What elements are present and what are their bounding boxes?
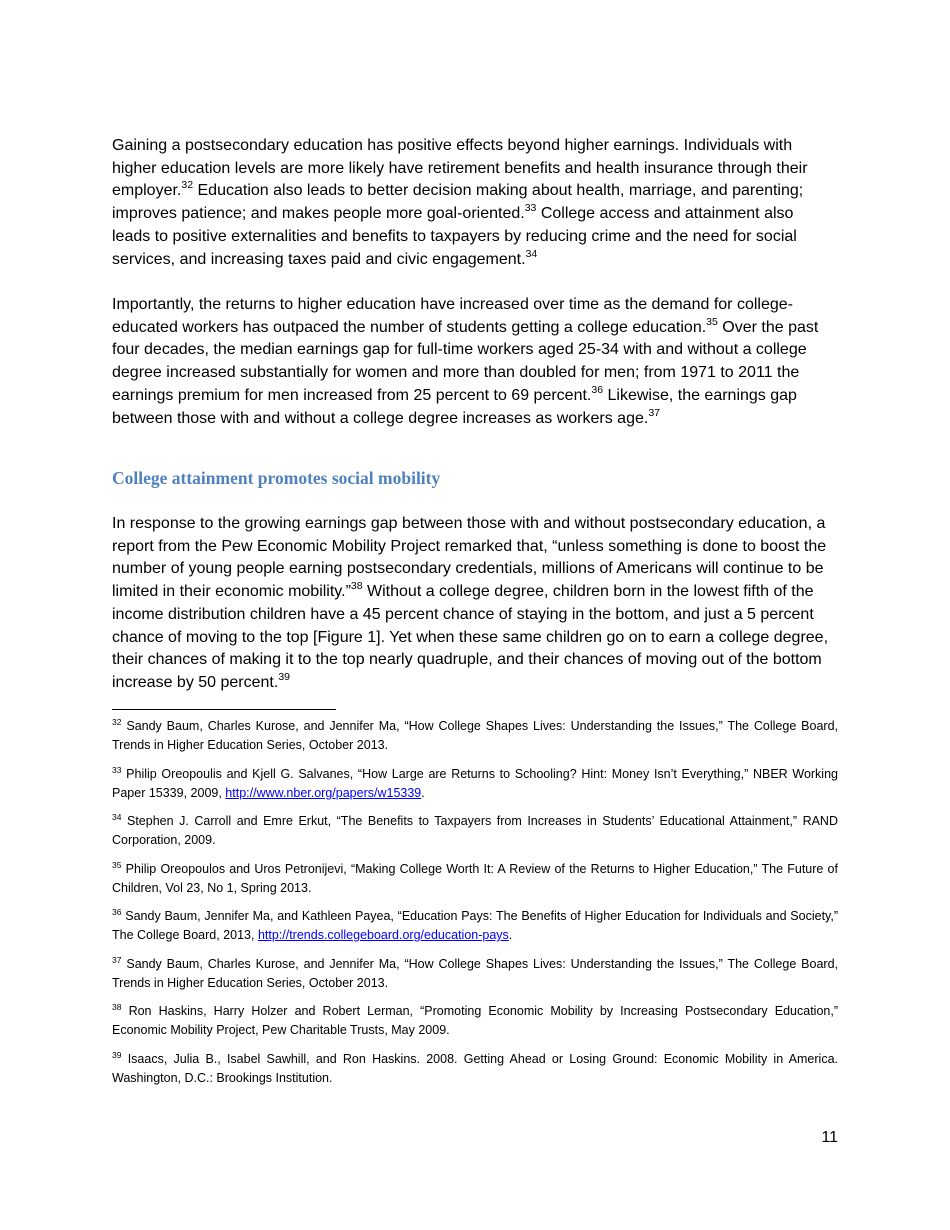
footnote-reference: 39 [278,670,291,683]
paragraph-text: Over the past four decades, the median earnings gap for full-time workers aged 25-34 with and without a college degree increased substantially for women and more than doubled for men; from 1971 to 2011 the earnings premium for men increased from 25 percent to 69 percent. [112,318,819,404]
footnote [112,907,838,945]
footnote-text: Ron Haskins, Harry Holzer and Robert Lerman, “Promoting Economic Mobility by Increasing Postsecondary Education,” Economic Mobility Project, Pew Charitable Trusts, May 2009. [112,1004,838,1037]
footnotes [112,717,838,1097]
footnote-number: 36 [112,907,122,917]
footnote-link[interactable]: http://www.nber.org/papers/w15339 [225,785,422,800]
footnote-number: 37 [112,954,122,965]
footnote [112,860,838,898]
footnote-text-end: . [421,785,425,800]
footnote-number: 34 [112,812,122,822]
footnote-reference: 33 [524,202,537,215]
footnote-reference: 35 [706,315,718,328]
footnote-reference: 36 [591,383,604,396]
footnote-text: Sandy Baum, Jennifer Ma, and Kathleen Payea, “Education Pays: The Benefits of Higher Education for Individuals and Society,” The College Board, 2013, [112,909,838,942]
footnote-text-end: . [508,928,513,942]
footnote-reference: 32 [181,179,194,192]
footnote [112,955,838,993]
paragraph-text: Likewise, the earnings gap between those with and without a college degree increases as workers age. [112,386,797,427]
footnote-number: 32 [112,717,122,727]
footnote [112,1002,838,1040]
footnote-text: Sandy Baum, Charles Kurose, and Jennifer Ma, “How College Shapes Lives: Understanding the Issues,” The College Board, Trends in Higher Education Series, October 2013. [112,719,838,752]
paragraph-text: College access and attainment also leads to positive externalities and benefits to taxpayers by reducing crime and the need for social services, and increasing taxes paid and civic engagement. [112,205,797,268]
footnote [112,812,838,850]
footnote [112,1050,838,1088]
page-number: 11 [821,1129,838,1146]
footnote-number: 38 [112,1002,122,1012]
footnote-link[interactable]: http://trends.collegeboard.org/education-pays [257,928,509,942]
paragraph-benefits [112,135,836,271]
footnote-text: Philip Oreopoulis and Kjell G. Salvanes, “How Large are Returns to Schooling? Hint: Money Isn’t Everything,” NBER Working Paper 15339, 2009, [112,766,838,800]
footnote-separator [112,709,336,710]
paragraph-text: Education also leads to better decision making about health, marriage, and parenting; improves patience; and makes people more goal-oriented. [112,182,804,223]
footnote-text: Sandy Baum, Charles Kurose, and Jennifer Ma, “How College Shapes Lives: Understanding the Issues,” The College Board, Trends in Higher Education Series, October 2013. [112,956,838,990]
footnote-text: Philip Oreopoulos and Uros Petronijevi, “Making College Worth It: A Review of the Returns to Higher Education,” The Future of Children, Vol 23, No 1, Spring 2013. [112,861,838,895]
paragraph-text: In response to the growing earnings gap between those with and without postsecondary education, a report from the Pew Economic Mobility Project remarked that, “unless something is done to boost the number of young people earning postsecondary credentials, millions of Americans will continue to be limited in their economic mobility.” [112,515,827,601]
paragraph-social-mobility [112,513,836,695]
section-heading: College attainment promotes social mobility [112,468,441,488]
paragraph-text: Without a college degree, children born in the lowest fifth of the income distribution children have a 45 percent chance of staying in the bottom, and just a 5 percent chance of moving to the top [Figure 1]. Yet when these same children go on to earn a college degree, their chances of making it to the top nearly quadruple, and their chances of moving out of the bottom increase by 50 percent. [112,583,829,691]
footnote-number: 39 [112,1049,122,1060]
footnote-reference: 34 [525,247,538,260]
footnote [112,765,838,803]
paragraph-text: Importantly, the returns to higher education have increased over time as the demand for college-educated workers has outpaced the number of students getting a college education. [112,296,793,336]
footnote-number: 33 [112,764,122,775]
footnote-reference: 37 [648,406,661,419]
paragraph-returns [112,294,836,430]
footnote-number: 35 [112,859,122,870]
footnote [112,717,838,755]
footnote-text: Isaacs, Julia B., Isabel Sawhill, and Ron Haskins. 2008. Getting Ahead or Losing Ground: Economic Mobility in America. Washington, D.C.: Brookings Institution. [112,1051,838,1085]
paragraph-text: Gaining a postsecondary education has positive effects beyond higher earnings. Individuals with higher education levels are more likely have retirement benefits and health insurance through their employer. [112,137,808,200]
footnote-reference: 38 [350,580,363,593]
footnote-text: Stephen J. Carroll and Emre Erkut, “The Benefits to Taxpayers from Increases in Students’ Educational Attainment,” RAND Corporation, 2009. [112,814,838,847]
